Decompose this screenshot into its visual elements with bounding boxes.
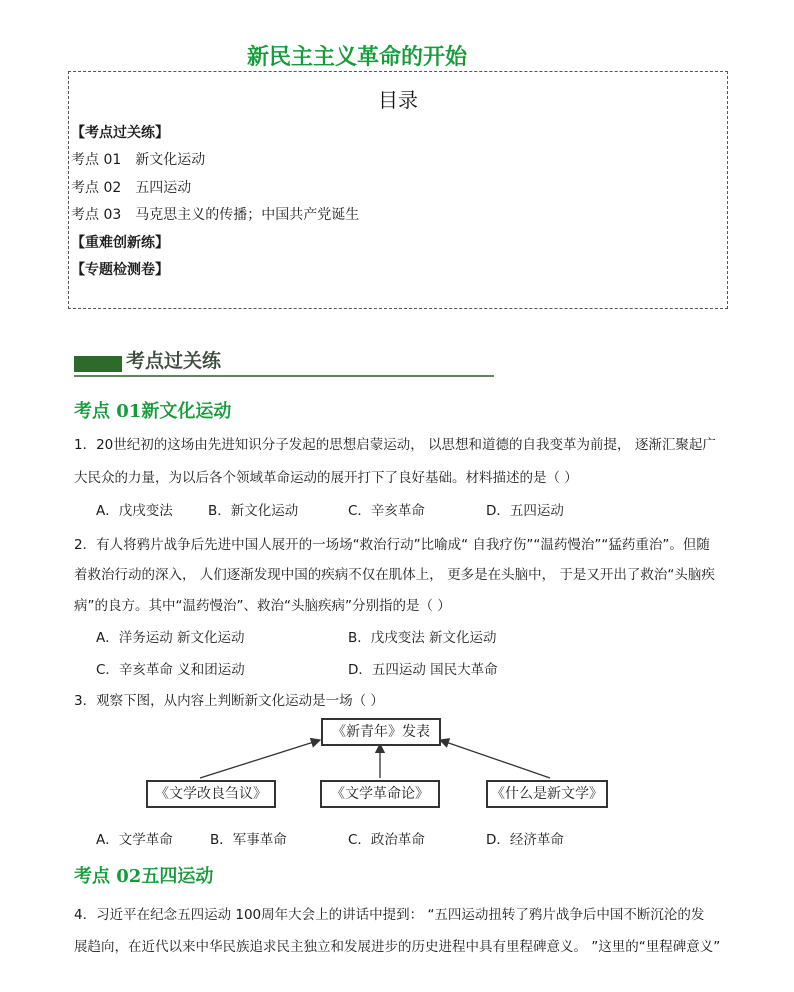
q2-option-b[interactable]: B．戊戌变法 新文化运动 [348, 630, 497, 646]
toc-heading: 目录 [378, 88, 418, 112]
q1-option-b[interactable]: B．新文化运动 [208, 503, 299, 519]
diagram-node-top: 《新青年》发表 [321, 718, 441, 746]
question-1-text: 大民众的力量，为以后各个领域革命运动的展开打下了良好基础。材料描述的是（ ） [74, 470, 578, 486]
toc-item[interactable]: 考点 03 马克思主义的传播；中国共产党诞生 [71, 207, 360, 223]
table-of-contents [68, 71, 728, 309]
q1-option-d[interactable]: D．五四运动 [486, 503, 564, 519]
toc-item[interactable]: 【重难创新练】 [71, 235, 169, 251]
toc-item[interactable]: 考点 02 五四运动 [71, 180, 192, 196]
q1-option-c[interactable]: C．辛亥革命 [348, 503, 425, 519]
section-heading-01: 考点 01新文化运动 [74, 401, 232, 422]
document-title: 新民主主义革命的开始 [246, 45, 467, 70]
question-1-text: 1．20世纪初的这场由先进知识分子发起的思想启蒙运动， 以思想和道德的自我变革为前提， 逐渐汇聚起广 [74, 437, 716, 453]
q3-option-d[interactable]: D．经济革命 [486, 832, 564, 848]
q3-option-a[interactable]: A．文学革命 [96, 832, 173, 848]
question-2-text: 2．有人将鸦片战争后先进中国人展开的一场场“救治行动”比喻成“ 自我疗伤”“温药慢治”“猛药重治”。但随 [74, 537, 710, 553]
question-4-text: 4．习近平在纪念五四运动 100周年大会上的讲话中提到： “五四运动扭转了鸦片战争后中国不断沉沦的发 [74, 907, 705, 923]
q2-option-a[interactable]: A．洋务运动 新文化运动 [96, 630, 245, 646]
diagram-node-middle: 《文学革命论》 [320, 780, 440, 808]
banner-underline [74, 375, 494, 377]
q1-option-a[interactable]: A．戊戌变法 [96, 503, 173, 519]
section-heading-02: 考点 02五四运动 [74, 866, 214, 887]
toc-item[interactable]: 【专题检测卷】 [71, 262, 169, 278]
section-banner [74, 346, 494, 378]
arrow-left [200, 740, 320, 778]
banner-bar-decoration [74, 356, 122, 372]
arrow-right [440, 740, 550, 778]
question-2-text: 病”的良方。其中“温药慢治”、救治“头脑疾病”分别指的是（ ） [74, 598, 451, 614]
q3-option-b[interactable]: B．军事革命 [210, 832, 287, 848]
q2-option-c[interactable]: C．辛亥革命 义和团运动 [96, 662, 245, 678]
q3-option-c[interactable]: C．政治革命 [348, 832, 425, 848]
toc-item[interactable]: 【考点过关练】 [71, 125, 169, 141]
banner-title: 考点过关练 [126, 350, 222, 372]
question-4-text: 展趋向，在近代以来中华民族追求民主独立和发展进步的历史进程中具有里程碑意义。 ”这里的“里程碑意义” [74, 939, 721, 955]
q2-option-d[interactable]: D．五四运动 国民大革命 [348, 662, 498, 678]
toc-item[interactable]: 考点 01 新文化运动 [71, 152, 206, 168]
diagram-node-right: 《什么是新文学》 [486, 780, 608, 808]
diagram-node-left: 《文学改良刍议》 [146, 780, 276, 808]
question-2-text: 着救治行动的深入， 人们逐渐发现中国的疾病不仅在肌体上， 更多是在头脑中， 于是又开出了救治“头脑疾 [74, 567, 715, 583]
question-3-text: 3．观察下图，从内容上判断新文化运动是一场（ ） [74, 693, 384, 709]
